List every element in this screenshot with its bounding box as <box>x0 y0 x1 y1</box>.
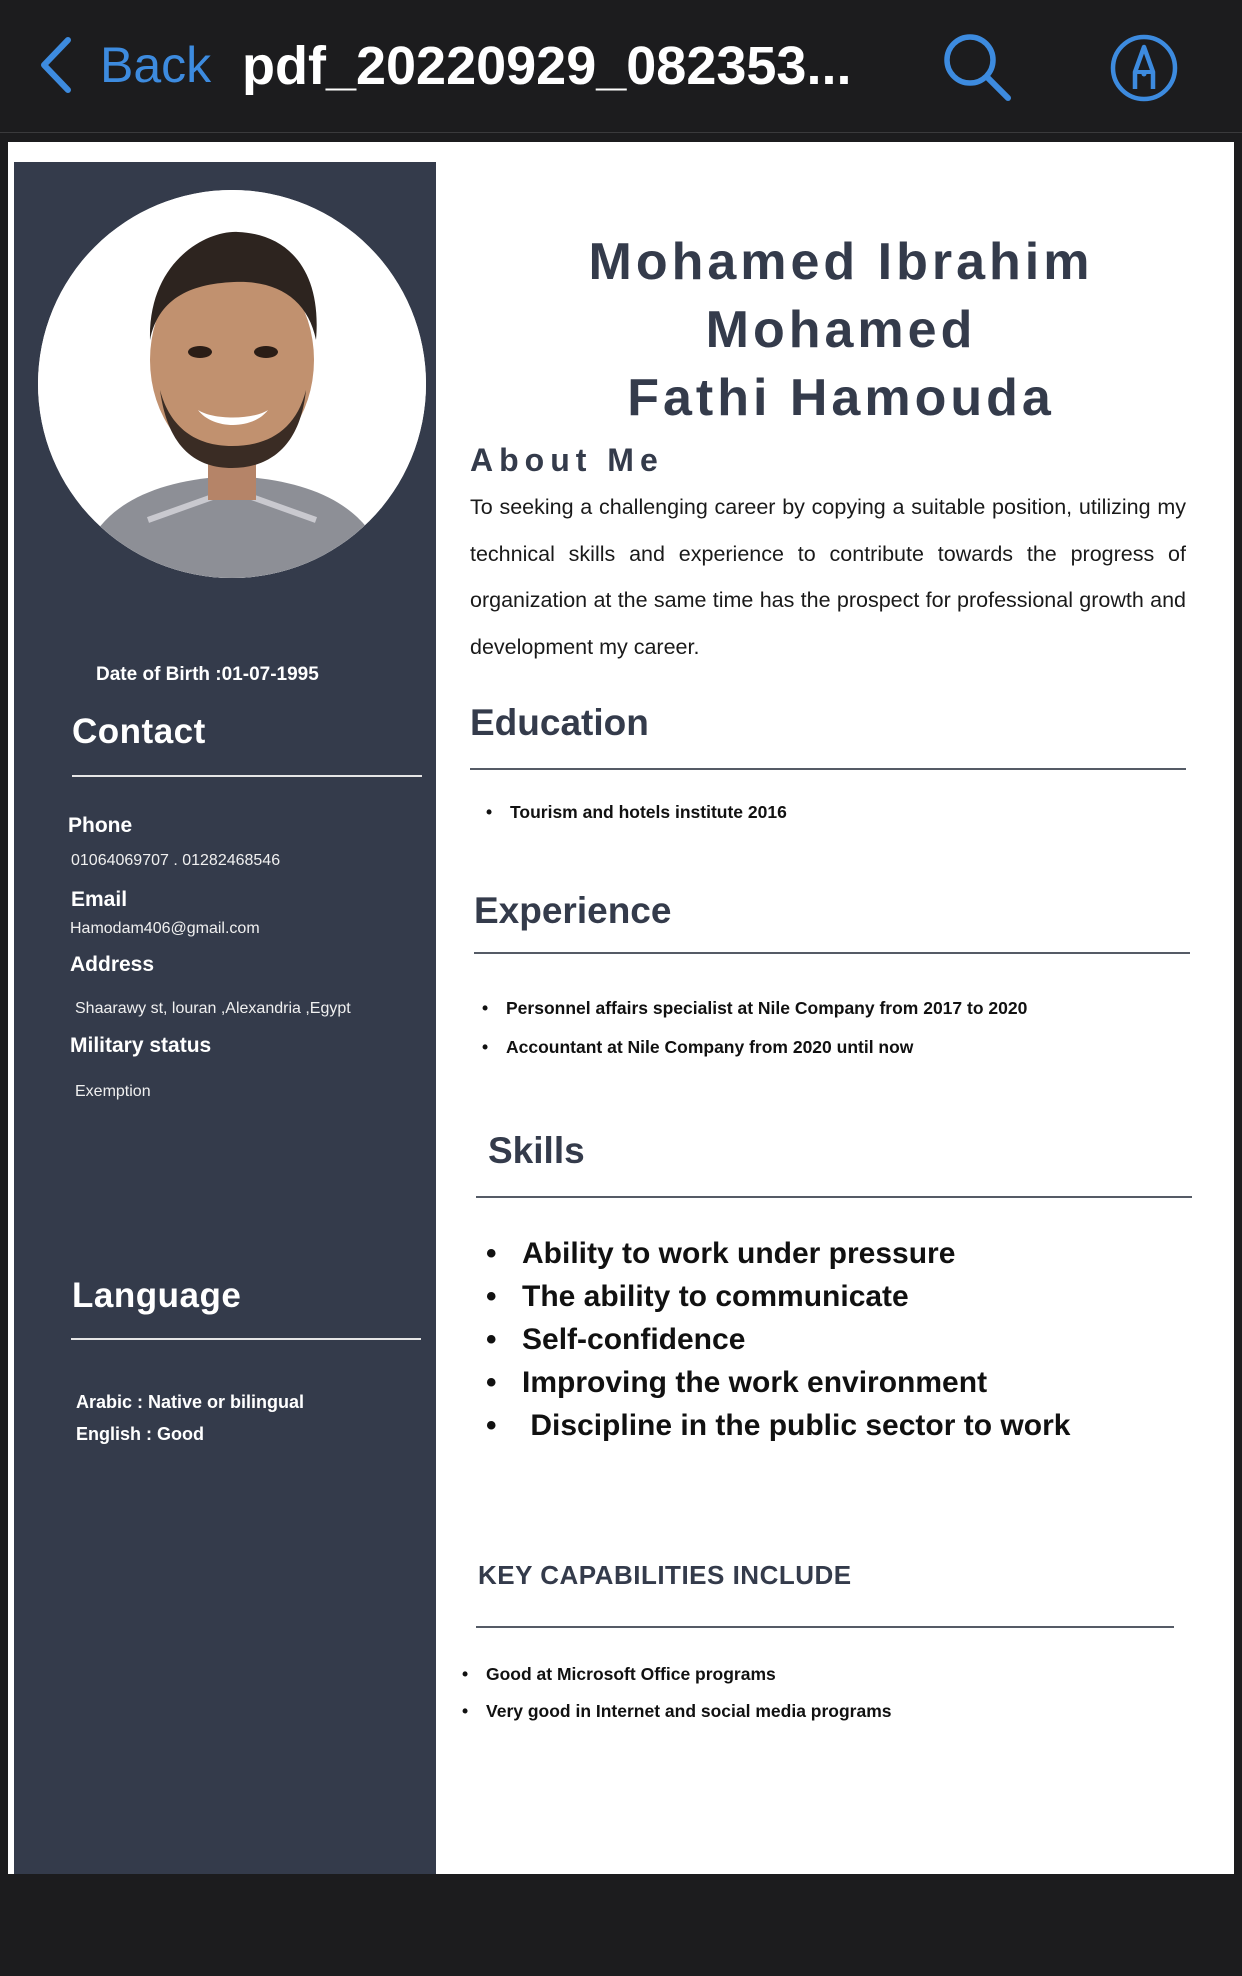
address-value: Shaarawy st, louran ,Alexandria ,Egypt <box>75 1000 351 1017</box>
contact-divider <box>72 775 422 777</box>
skills-list <box>486 1232 1070 1447</box>
military-status-value: Exemption <box>75 1083 151 1100</box>
capabilities-divider <box>476 1626 1174 1628</box>
skill-item: • Discipline in the public sector to work <box>486 1404 1070 1447</box>
experience-item: • Personnel affairs specialist at Nile Company from 2017 to 2020 <box>482 998 1027 1019</box>
candidate-name <box>456 228 1226 432</box>
viewer-background <box>0 1874 1242 1976</box>
search-icon <box>940 30 1014 104</box>
experience-heading: Experience <box>474 890 672 931</box>
skills-divider <box>476 1196 1192 1198</box>
back-button[interactable] <box>36 30 211 100</box>
skill-item: • Self-confidence <box>486 1318 1070 1361</box>
capabilities-list <box>462 1664 892 1722</box>
experience-item: • Accountant at Nile Company from 2020 until now <box>482 1037 1027 1058</box>
resume-main <box>436 142 1234 1874</box>
about-text: To seeking a challenging career by copying a suitable position, utilizing my technical skills and experience to contribute towards the progress of organization at the same time has the prospect for professional growth and development my career. <box>470 495 1186 659</box>
capabilities-heading: KEY CAPABILITIES INCLUDE <box>478 1560 852 1590</box>
skill-item: • Ability to work under pressure <box>486 1232 1070 1275</box>
name-line: Fathi Hamouda <box>627 369 1055 427</box>
markup-pen-icon <box>1108 32 1180 104</box>
skill-item: • The ability to communicate <box>486 1275 1070 1318</box>
phone-label: Phone <box>68 814 133 837</box>
education-list <box>486 802 787 823</box>
address-label: Address <box>70 953 155 976</box>
experience-divider <box>474 952 1190 954</box>
experience-list <box>482 998 1027 1058</box>
top-toolbar <box>0 0 1242 133</box>
chevron-left-icon <box>36 34 76 96</box>
document-title: pdf_20220929_082353... <box>242 36 852 96</box>
skill-item: • Improving the work environment <box>486 1361 1070 1404</box>
profile-photo <box>38 190 426 578</box>
phone-value: 01064069707 . 01282468546 <box>71 852 281 869</box>
about-heading: About Me <box>470 442 664 478</box>
search-button[interactable] <box>940 30 1014 104</box>
language-item: Arabic : Native or bilingual <box>76 1392 305 1412</box>
skills-heading: Skills <box>488 1130 585 1171</box>
language-heading: Language <box>72 1276 242 1315</box>
language-item: English : Good <box>76 1424 204 1444</box>
email-label: Email <box>71 888 128 911</box>
education-heading: Education <box>470 702 649 743</box>
capability-item: • Very good in Internet and social media programs <box>462 1701 892 1722</box>
military-status-label: Military status <box>70 1034 212 1057</box>
markup-button[interactable] <box>1108 32 1180 104</box>
contact-heading: Contact <box>72 712 206 751</box>
pdf-page[interactable] <box>8 142 1234 1874</box>
date-of-birth: Date of Birth :01-07-1995 <box>96 664 319 685</box>
email-value: Hamodam406@gmail.com <box>70 920 260 937</box>
name-line: Mohamed Ibrahim Mohamed <box>588 233 1094 359</box>
back-label: Back <box>100 37 212 93</box>
education-divider <box>470 768 1186 770</box>
education-item: • Tourism and hotels institute 2016 <box>486 802 787 823</box>
resume-sidebar <box>14 162 436 1874</box>
capability-item: • Good at Microsoft Office programs <box>462 1664 892 1685</box>
language-divider <box>71 1338 421 1340</box>
